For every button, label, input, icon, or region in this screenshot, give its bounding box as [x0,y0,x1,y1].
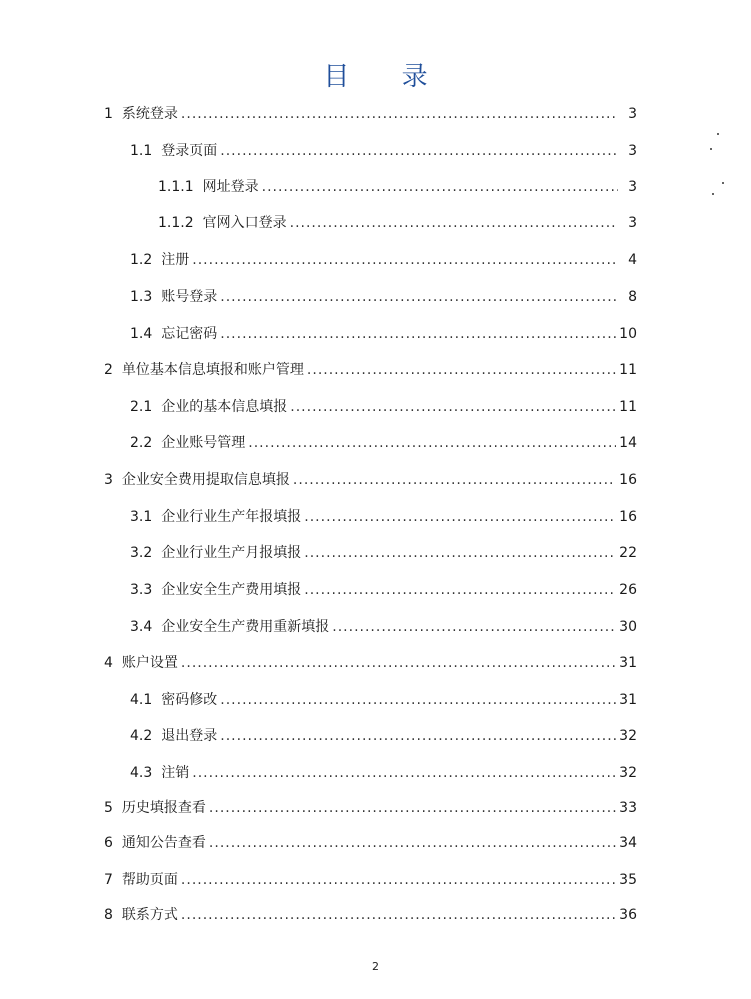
dot-leader [209,835,616,851]
toc-entry-page: 3 [628,143,637,159]
toc-entry-number: 3.1 [130,509,153,525]
toc-entry-page: 16 [619,509,637,525]
toc-entry[interactable] [130,579,637,599]
toc-entry[interactable] [130,506,637,526]
toc-entry-page: 32 [619,728,637,744]
toc-entry-page: 32 [619,765,637,781]
dot-leader [220,143,618,159]
toc-entry-page: 4 [628,252,637,268]
toc-entry-label: 退出登录 [161,728,218,744]
toc-entry-page: 8 [628,289,637,305]
toc-entry-page: 35 [619,872,637,888]
toc-entry-label: 官网入口登录 [202,215,287,231]
dot-leader [181,106,618,122]
toc-entry-number: 3.3 [130,582,153,598]
toc-entry-page: 3 [628,106,637,122]
toc-entry-number: 1 [104,106,113,122]
toc-title: 目 录 [323,62,450,92]
toc-entry-page: 16 [619,472,637,488]
toc-entry-label: 历史填报查看 [121,800,206,816]
toc-entry-page: 31 [619,692,637,708]
toc-entry-number: 8 [104,907,113,923]
toc-entry-page: 3 [628,215,637,231]
toc-entry[interactable] [104,103,637,123]
toc-entry[interactable] [130,249,637,269]
toc-entry-page: 14 [619,435,637,451]
toc-entry-number: 2.2 [130,435,153,451]
toc-entry-number: 1.4 [130,326,153,342]
toc-entry-number: 2.1 [130,399,153,415]
toc-entry[interactable] [130,542,637,562]
toc-entry-number: 1.3 [130,289,153,305]
toc-entry-page: 31 [619,655,637,671]
toc-entry-page: 33 [619,800,637,816]
dot-leader [181,872,616,888]
toc-entry-page: 26 [619,582,637,598]
toc-entry-number: 4.1 [130,692,153,708]
dot-leader [332,619,616,635]
toc-entry-number: 3.2 [130,545,153,561]
toc-entry-page: 22 [619,545,637,561]
toc-entry-number: 2 [104,362,113,378]
toc-entry[interactable] [130,616,637,636]
toc-entry-number: 6 [104,835,113,851]
toc-entry[interactable] [104,359,637,379]
toc-entry-label: 账号登录 [161,289,218,305]
toc-entry[interactable] [130,286,637,306]
toc-entry[interactable] [130,725,637,745]
dot-leader [192,252,618,268]
toc-entry-page: 36 [619,907,637,923]
toc-entry[interactable] [130,323,637,343]
toc-entry[interactable] [130,396,637,416]
toc-entry-label: 帮助页面 [121,872,178,888]
toc-entry-label: 企业安全生产费用重新填报 [161,619,330,635]
toc-entry[interactable] [158,212,637,232]
dot-leader [220,326,616,342]
toc-entry-label: 企业的基本信息填报 [161,399,288,415]
scan-speck [710,148,712,150]
dot-leader [307,362,616,378]
toc-entry-label: 系统登录 [121,106,178,122]
toc-entry-label: 企业安全费用提取信息填报 [121,472,290,488]
toc-entry-number: 5 [104,800,113,816]
toc-entry-label: 企业行业生产年报填报 [161,509,302,525]
dot-leader [290,399,616,415]
toc-entry-page: 11 [619,399,637,415]
toc-entry-page: 10 [619,326,637,342]
toc-entry-label: 通知公告查看 [121,835,206,851]
toc-entry-number: 3.4 [130,619,153,635]
page-number: 2 [372,960,379,973]
scan-speck [712,193,714,195]
toc-entry-number: 4.3 [130,765,153,781]
dot-leader [293,472,616,488]
dot-leader [248,435,616,451]
toc-entry-number: 1.1.2 [158,215,194,231]
toc-entry-number: 1.1 [130,143,153,159]
toc-entry[interactable] [158,176,637,196]
toc-entry[interactable] [104,904,637,924]
toc-entry-label: 联系方式 [121,907,178,923]
toc-entry-label: 企业账号管理 [161,435,246,451]
dot-leader [209,800,616,816]
toc-entry-label: 注销 [161,765,190,781]
toc-entry[interactable] [130,762,637,782]
toc-entry[interactable] [130,140,637,160]
toc-entry[interactable] [104,869,637,889]
dot-leader [304,582,616,598]
scan-speck [717,133,719,135]
toc-entry-label: 企业行业生产月报填报 [161,545,302,561]
toc-entry-label: 网址登录 [202,179,259,195]
toc-entry-label: 企业安全生产费用填报 [161,582,302,598]
toc-entry-label: 账户设置 [121,655,178,671]
toc-entry-page: 30 [619,619,637,635]
dot-leader [181,907,616,923]
dot-leader [304,545,616,561]
toc-entry-page: 34 [619,835,637,851]
scan-speck [722,182,724,184]
toc-entry[interactable] [104,832,637,852]
dot-leader [192,765,616,781]
toc-entry[interactable] [130,689,637,709]
dot-leader [262,179,618,195]
dot-leader [290,215,618,231]
toc-entry-number: 4.2 [130,728,153,744]
toc-entry-number: 3 [104,472,113,488]
toc-entry-number: 7 [104,872,113,888]
toc-entry-label: 注册 [161,252,190,268]
toc-entry-page: 11 [619,362,637,378]
toc-entry[interactable] [130,432,637,452]
toc-entry-number: 1.1.1 [158,179,194,195]
toc-entry-number: 4 [104,655,113,671]
toc-entry-label: 登录页面 [161,143,218,159]
toc-entry[interactable] [104,652,637,672]
toc-entry[interactable] [104,469,637,489]
toc-entry-number: 1.2 [130,252,153,268]
dot-leader [220,692,616,708]
dot-leader [220,728,616,744]
toc-entry[interactable] [104,797,637,817]
toc-entry-label: 密码修改 [161,692,218,708]
toc-entry-page: 3 [628,179,637,195]
dot-leader [220,289,618,305]
toc-entry-label: 单位基本信息填报和账户管理 [121,362,304,378]
dot-leader [304,509,616,525]
dot-leader [181,655,616,671]
toc-entry-label: 忘记密码 [161,326,218,342]
